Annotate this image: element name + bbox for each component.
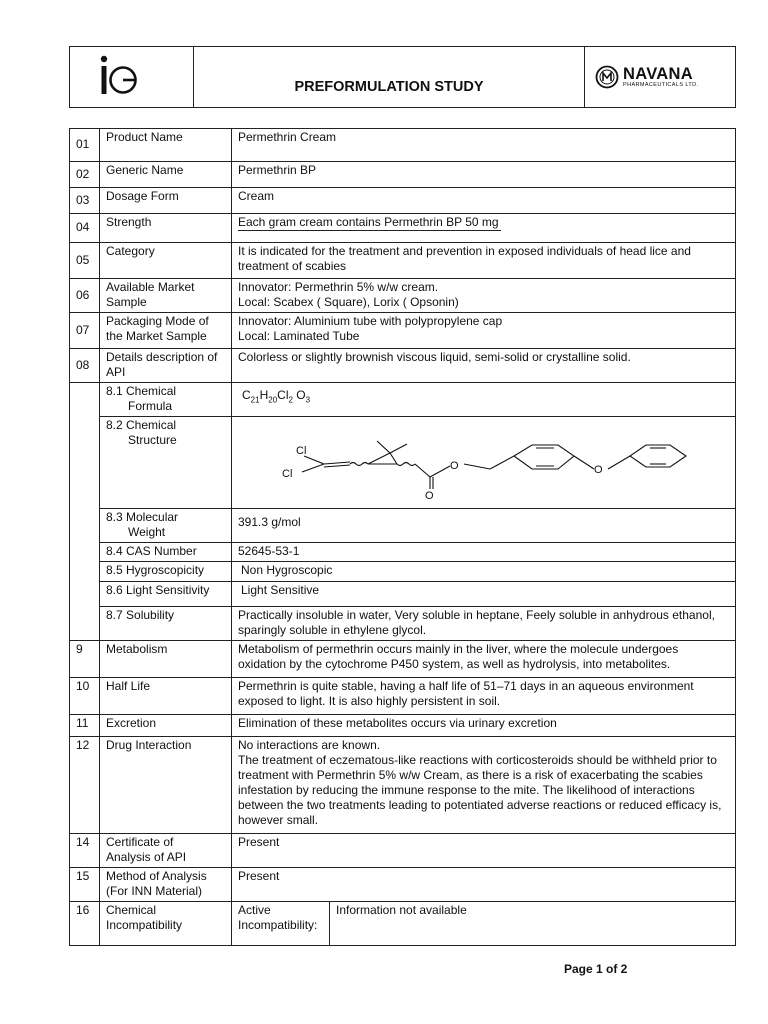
row-number-empty — [70, 383, 100, 641]
table-row — [70, 162, 736, 188]
table-row — [70, 509, 736, 543]
incompatibility-subtable — [232, 902, 735, 945]
table-row — [70, 349, 736, 383]
row-value — [232, 737, 736, 834]
row-number: 9 — [70, 641, 100, 678]
table-row — [70, 902, 736, 946]
row-number: 10 — [70, 678, 100, 715]
value-line: Local: Laminated Tube — [238, 329, 360, 343]
table-row — [70, 383, 736, 417]
formula-subscript: 21 — [250, 395, 260, 405]
row-value: Cream — [232, 188, 736, 214]
row-label: Strength — [100, 214, 232, 243]
row-value: Colorless or slightly brownish viscous liquid, semi-solid or crystalline solid. — [232, 349, 736, 383]
row-value: Permethrin Cream — [232, 129, 736, 162]
label-line: Incompatibility — [106, 918, 183, 932]
sub-label — [232, 902, 330, 945]
row-value: Practically insoluble in water, Very soluble in heptane, Feely soluble in anhydrous ethanol, sparingly soluble in ethylene glycol. — [232, 607, 736, 641]
incompatibility-cell — [232, 902, 736, 946]
label-line: Packaging Mode of — [106, 314, 209, 328]
formula-part: H — [259, 388, 269, 402]
row-value: Metabolism of permethrin occurs mainly in the liver, where the molecule undergoes oxidation by the cytochrome P450 system, as well as hydrolysis, into metabolites. — [232, 641, 736, 678]
table-row — [70, 641, 736, 678]
row-label: 8.4 CAS Number — [100, 543, 232, 562]
row-value: Non Hygroscopic — [232, 562, 736, 582]
table-row — [70, 313, 736, 349]
row-label — [100, 383, 232, 417]
label-line: Active — [238, 903, 271, 917]
chlorine-label-left: Cl — [282, 468, 293, 480]
row-value: Permethrin is quite stable, having a half life of 51–71 days in an aqueous environment exposed to light. It is also highly persistent in soil. — [232, 678, 736, 715]
permethrin-structure-icon — [232, 417, 732, 507]
page-number: Page 1 of 2 — [564, 962, 628, 976]
chemical-structure-cell — [232, 417, 736, 509]
label-line: Certificate of — [106, 835, 174, 849]
brand-name: NAVANA — [623, 64, 693, 83]
row-value: It is indicated for the treatment and prevention in exposed individuals of head lice and treatment of scabies — [232, 243, 736, 279]
row-label: Dosage Form — [100, 188, 232, 214]
table-row — [70, 607, 736, 641]
table-row — [70, 543, 736, 562]
row-number: 11 — [70, 715, 100, 737]
label-line: Formula — [128, 399, 173, 413]
row-number: 12 — [70, 737, 100, 834]
value-paragraph: The treatment of eczematous-like reactions with corticosteroids should be withheld prior to treatment with Permethrin 5% w/w Cream, as there is a risk of exacerbating the scabies infestation by reducing the immune response to the mite. The likelihood of interactions between the two treatments leading to potentiated adverse reactions or reduced efficacy is, however small. — [238, 753, 722, 827]
row-label: 8.7 Solubility — [100, 607, 232, 641]
table-row — [70, 562, 736, 582]
label-line: Available Market — [106, 280, 195, 294]
table-row — [70, 834, 736, 868]
row-value — [232, 313, 736, 349]
row-label: Product Name — [100, 129, 232, 162]
row-value — [232, 279, 736, 313]
document-title: PREFORMULATION STUDY — [194, 47, 585, 108]
row-value: Present — [232, 834, 736, 868]
value-line: Innovator: Permethrin 5% w/w cream. — [238, 280, 439, 294]
row-number: 03 — [70, 188, 100, 214]
row-label: Excretion — [100, 715, 232, 737]
value-line: No interactions are known. — [238, 738, 381, 752]
label-line: the Market Sample — [106, 329, 207, 343]
table-row — [70, 582, 736, 607]
label-line: Analysis of API — [106, 850, 187, 864]
label-line: Structure — [128, 433, 177, 447]
value-line: Local: Scabex ( Square), Lorix ( Opsonin) — [238, 295, 459, 309]
document-header — [69, 46, 736, 108]
label-line: (For INN Material) — [106, 884, 203, 898]
row-value: Permethrin BP — [232, 162, 736, 188]
formula-part: Cl — [277, 388, 289, 402]
label-line: Incompatibility: — [238, 918, 318, 932]
row-value: 52645-53-1 — [232, 543, 736, 562]
label-line: Details description of — [106, 350, 218, 364]
table-row — [70, 214, 736, 243]
table-row — [70, 243, 736, 279]
chlorine-label-top: Cl — [296, 445, 307, 457]
sub-value: Information not available — [336, 903, 467, 917]
preformulation-table — [69, 128, 736, 946]
row-value: 391.3 g/mol — [232, 509, 736, 543]
label-line: Sample — [106, 295, 147, 309]
row-number: 04 — [70, 214, 100, 243]
table-row — [70, 715, 736, 737]
formula-subscript: 3 — [305, 395, 311, 405]
row-label: Category — [100, 243, 232, 279]
formula-part: C — [242, 388, 251, 402]
table-row — [70, 129, 736, 162]
chemical-formula — [232, 383, 736, 417]
label-line: 8.2 Chemical — [106, 418, 177, 432]
row-number: 15 — [70, 868, 100, 902]
row-number: 16 — [70, 902, 100, 946]
row-label — [100, 313, 232, 349]
row-label: Metabolism — [100, 641, 232, 678]
formula-subscript: 20 — [268, 395, 278, 405]
row-number: 02 — [70, 162, 100, 188]
brand-subtitle: PHARMACEUTICALS LTD. — [623, 82, 699, 88]
table-row — [70, 417, 736, 509]
formula-part: O — [292, 388, 306, 402]
row-value — [232, 214, 736, 243]
row-label: 8.5 Hygroscopicity — [100, 562, 232, 582]
value-line: Innovator: Aluminium tube with polypropylene cap — [238, 314, 503, 328]
ig-logo-icon — [70, 47, 193, 104]
label-line: 8.1 Chemical — [106, 384, 177, 398]
formula-subscript: 2 — [288, 395, 293, 405]
label-line: Chemical — [106, 903, 157, 917]
row-label — [100, 349, 232, 383]
table-row — [70, 678, 736, 715]
table-row — [70, 737, 736, 834]
row-number: 14 — [70, 834, 100, 868]
table-row — [70, 868, 736, 902]
label-line: 8.3 Molecular — [106, 510, 179, 524]
table-row — [70, 188, 736, 214]
row-label: Drug Interaction — [100, 737, 232, 834]
label-line: API — [106, 365, 126, 379]
row-label: 8.6 Light Sensitivity — [100, 582, 232, 607]
navana-logo-icon — [595, 65, 619, 89]
row-label — [100, 902, 232, 946]
label-line: Method of Analysis — [106, 869, 207, 883]
row-value: Light Sensitive — [232, 582, 736, 607]
table-row — [70, 279, 736, 313]
strength-text: Each gram cream contains Permethrin BP 50 mg — [238, 215, 499, 229]
row-label: Generic Name — [100, 162, 232, 188]
row-number: 08 — [70, 349, 100, 383]
row-number: 06 — [70, 279, 100, 313]
row-number: 01 — [70, 129, 100, 162]
brand-cell — [585, 47, 736, 108]
label-line: Weight — [128, 525, 166, 539]
row-label — [100, 279, 232, 313]
row-value: Present — [232, 868, 736, 902]
row-label — [100, 834, 232, 868]
row-label — [100, 417, 232, 509]
oxygen-label-ester: O — [450, 460, 459, 472]
oxygen-label-carbonyl: O — [425, 490, 434, 502]
row-label — [100, 868, 232, 902]
oxygen-label-ether: O — [594, 464, 603, 476]
row-label — [100, 509, 232, 543]
row-label: Half Life — [100, 678, 232, 715]
logo-cell — [70, 47, 194, 108]
row-value: Elimination of these metabolites occurs via urinary excretion — [232, 715, 736, 737]
row-number: 07 — [70, 313, 100, 349]
row-number: 05 — [70, 243, 100, 279]
